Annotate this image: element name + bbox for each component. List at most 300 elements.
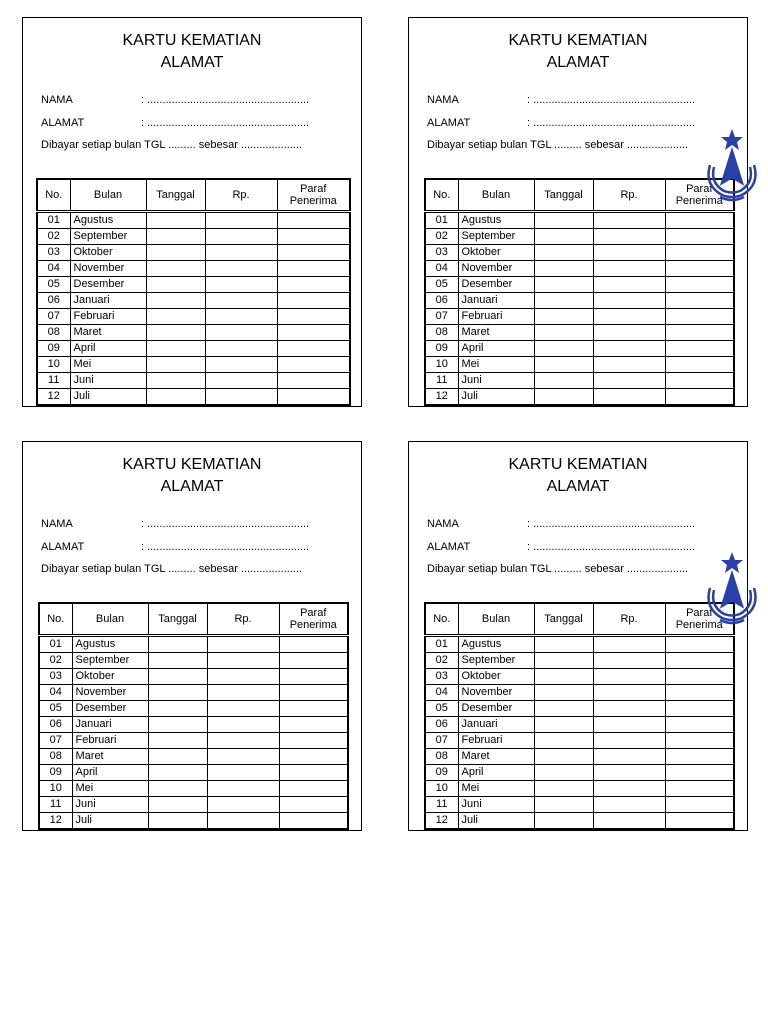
- row-paraf: [277, 341, 350, 357]
- row-tanggal: [148, 685, 207, 701]
- row-paraf: [665, 749, 734, 765]
- row-no: 07: [425, 309, 458, 325]
- alamat-label: ALAMAT: [427, 117, 471, 129]
- row-no: 08: [425, 325, 458, 341]
- row-no: 11: [39, 797, 72, 813]
- row-tanggal: [534, 733, 593, 749]
- row-rp: [207, 717, 279, 733]
- row-paraf: [277, 245, 350, 261]
- row-tanggal: [148, 636, 207, 653]
- row-month: Desember: [70, 277, 146, 293]
- row-no: 10: [39, 781, 72, 797]
- table-row: [425, 325, 734, 341]
- row-rp: [593, 389, 665, 406]
- table-row: [425, 685, 734, 701]
- row-month: Agustus: [458, 212, 534, 229]
- row-tanggal: [534, 389, 593, 406]
- row-rp: [205, 325, 277, 341]
- row-month: Desember: [72, 701, 148, 717]
- table-row: [39, 813, 348, 830]
- row-paraf: [277, 389, 350, 406]
- row-tanggal: [534, 357, 593, 373]
- alamat-field: [41, 117, 309, 129]
- row-paraf: [279, 733, 348, 749]
- row-paraf: [665, 685, 734, 701]
- table-row: [425, 389, 734, 406]
- row-paraf: [277, 229, 350, 245]
- row-rp: [205, 212, 277, 229]
- row-no: 10: [425, 781, 458, 797]
- row-rp: [593, 749, 665, 765]
- nama-field: [41, 94, 309, 106]
- row-no: 09: [425, 341, 458, 357]
- row-rp: [593, 733, 665, 749]
- row-paraf: [279, 685, 348, 701]
- row-paraf: [277, 293, 350, 309]
- row-paraf: [279, 797, 348, 813]
- header-tanggal: Tanggal: [534, 603, 593, 636]
- header-paraf: Paraf Penerima: [277, 179, 350, 212]
- table-row: [37, 229, 350, 245]
- row-paraf: [277, 357, 350, 373]
- row-paraf: [279, 765, 348, 781]
- row-paraf: [665, 212, 734, 229]
- card-title-line2: ALAMAT: [546, 54, 610, 71]
- header-no: No.: [37, 179, 70, 212]
- row-rp: [205, 373, 277, 389]
- row-paraf: [665, 797, 734, 813]
- row-month: Januari: [458, 293, 534, 309]
- row-paraf: [665, 309, 734, 325]
- row-no: 09: [37, 341, 70, 357]
- table-row: [37, 293, 350, 309]
- row-no: 06: [425, 293, 458, 309]
- row-month: November: [458, 685, 534, 701]
- row-month: Januari: [72, 717, 148, 733]
- card-title-line2: ALAMAT: [160, 478, 224, 495]
- header-no: No.: [425, 603, 458, 636]
- row-month: Januari: [70, 293, 146, 309]
- row-tanggal: [148, 733, 207, 749]
- row-tanggal: [148, 653, 207, 669]
- row-tanggal: [534, 765, 593, 781]
- row-tanggal: [146, 277, 205, 293]
- row-no: 09: [425, 765, 458, 781]
- row-month: Desember: [458, 701, 534, 717]
- row-tanggal: [146, 357, 205, 373]
- row-tanggal: [148, 749, 207, 765]
- header-no: No.: [39, 603, 72, 636]
- table-header-row: [37, 179, 350, 212]
- table-row: [425, 341, 734, 357]
- row-rp: [593, 357, 665, 373]
- row-paraf: [665, 653, 734, 669]
- row-month: Februari: [458, 309, 534, 325]
- row-paraf: [665, 701, 734, 717]
- payment-table: [424, 178, 735, 406]
- table-header-row: [425, 603, 734, 636]
- payment-text: Dibayar setiap bulan TGL ......... sebesar ....................: [427, 563, 689, 575]
- row-no: 12: [37, 389, 70, 406]
- alamat-field: [427, 541, 695, 553]
- header-rp: Rp.: [593, 179, 665, 212]
- row-no: 02: [39, 653, 72, 669]
- table-row: [425, 733, 734, 749]
- header-bulan: Bulan: [458, 179, 534, 212]
- nama-field: [427, 518, 695, 530]
- row-month: September: [458, 653, 534, 669]
- table-row: [425, 669, 734, 685]
- row-rp: [205, 245, 277, 261]
- row-no: 12: [425, 813, 458, 830]
- row-paraf: [279, 669, 348, 685]
- row-rp: [207, 669, 279, 685]
- row-rp: [593, 636, 665, 653]
- card-title: [409, 454, 747, 498]
- row-tanggal: [148, 669, 207, 685]
- row-month: April: [72, 765, 148, 781]
- row-no: 03: [39, 669, 72, 685]
- row-tanggal: [534, 701, 593, 717]
- row-no: 10: [37, 357, 70, 373]
- header-paraf: Paraf Penerima: [665, 179, 734, 212]
- header-bulan: Bulan: [70, 179, 146, 212]
- row-month: April: [458, 765, 534, 781]
- row-tanggal: [534, 669, 593, 685]
- row-no: 11: [425, 797, 458, 813]
- row-month: Desember: [458, 277, 534, 293]
- table-row: [37, 341, 350, 357]
- row-paraf: [279, 653, 348, 669]
- row-paraf: [665, 357, 734, 373]
- row-paraf: [665, 813, 734, 830]
- row-paraf: [665, 717, 734, 733]
- row-no: 03: [425, 669, 458, 685]
- card-title: [409, 30, 747, 74]
- row-month: Mei: [458, 357, 534, 373]
- row-paraf: [665, 373, 734, 389]
- row-tanggal: [146, 309, 205, 325]
- row-month: Mei: [70, 357, 146, 373]
- row-rp: [593, 277, 665, 293]
- row-month: Juli: [458, 813, 534, 830]
- table-row: [37, 389, 350, 406]
- row-tanggal: [534, 245, 593, 261]
- row-rp: [207, 685, 279, 701]
- row-rp: [593, 797, 665, 813]
- table-row: [37, 373, 350, 389]
- row-tanggal: [534, 653, 593, 669]
- row-rp: [205, 389, 277, 406]
- row-tanggal: [534, 797, 593, 813]
- row-no: 05: [425, 277, 458, 293]
- row-month: Juni: [458, 797, 534, 813]
- row-paraf: [277, 212, 350, 229]
- header-bulan: Bulan: [458, 603, 534, 636]
- nama-value: : .....................................................: [141, 518, 310, 530]
- row-tanggal: [534, 293, 593, 309]
- row-month: Juli: [70, 389, 146, 406]
- card-title-line2: ALAMAT: [546, 478, 610, 495]
- table-row: [39, 733, 348, 749]
- row-tanggal: [534, 309, 593, 325]
- payment-table: [36, 178, 351, 406]
- row-tanggal: [534, 341, 593, 357]
- row-rp: [207, 797, 279, 813]
- death-card-2: [408, 17, 748, 407]
- table-row: [425, 212, 734, 229]
- row-paraf: [277, 373, 350, 389]
- row-month: Maret: [72, 749, 148, 765]
- row-month: Oktober: [72, 669, 148, 685]
- table-row: [425, 373, 734, 389]
- card-title-line1: KARTU KEMATIAN: [508, 456, 648, 473]
- table-row: [425, 781, 734, 797]
- row-no: 11: [425, 373, 458, 389]
- row-no: 03: [37, 245, 70, 261]
- row-no: 02: [37, 229, 70, 245]
- row-month: Februari: [70, 309, 146, 325]
- row-month: September: [72, 653, 148, 669]
- row-month: Juni: [70, 373, 146, 389]
- alamat-field: [41, 541, 309, 553]
- row-rp: [205, 309, 277, 325]
- row-month: Juli: [458, 389, 534, 406]
- header-no: No.: [425, 179, 458, 212]
- table-row: [37, 261, 350, 277]
- table-row: [425, 636, 734, 653]
- row-tanggal: [534, 229, 593, 245]
- row-rp: [593, 373, 665, 389]
- row-paraf: [279, 636, 348, 653]
- row-tanggal: [146, 261, 205, 277]
- card-title-line1: KARTU KEMATIAN: [508, 32, 648, 49]
- alamat-label: ALAMAT: [427, 541, 471, 553]
- payment-text: Dibayar setiap bulan TGL ......... sebesar ....................: [41, 563, 303, 575]
- card-title-line1: KARTU KEMATIAN: [122, 32, 262, 49]
- header-rp: Rp.: [593, 603, 665, 636]
- row-no: 06: [39, 717, 72, 733]
- row-tanggal: [146, 293, 205, 309]
- row-rp: [593, 669, 665, 685]
- table-row: [425, 653, 734, 669]
- row-no: 09: [39, 765, 72, 781]
- row-rp: [593, 212, 665, 229]
- row-month: September: [70, 229, 146, 245]
- row-rp: [593, 765, 665, 781]
- row-no: 08: [37, 325, 70, 341]
- nama-field: [41, 518, 309, 530]
- row-paraf: [665, 245, 734, 261]
- death-card-3: [22, 441, 362, 831]
- row-no: 08: [39, 749, 72, 765]
- row-paraf: [665, 765, 734, 781]
- row-paraf: [665, 669, 734, 685]
- card-title-line1: KARTU KEMATIAN: [122, 456, 262, 473]
- payment-table: [424, 602, 735, 830]
- row-month: Februari: [458, 733, 534, 749]
- table-row: [425, 293, 734, 309]
- row-no: 03: [425, 245, 458, 261]
- row-no: 04: [39, 685, 72, 701]
- nama-label: NAMA: [41, 94, 73, 106]
- payment-text: Dibayar setiap bulan TGL ......... sebesar ....................: [41, 139, 303, 151]
- row-paraf: [665, 277, 734, 293]
- header-tanggal: Tanggal: [534, 179, 593, 212]
- table-row: [39, 781, 348, 797]
- row-tanggal: [534, 781, 593, 797]
- nama-field: [427, 94, 695, 106]
- row-month: Maret: [70, 325, 146, 341]
- table-row: [37, 357, 350, 373]
- row-rp: [205, 341, 277, 357]
- row-rp: [205, 357, 277, 373]
- row-no: 04: [425, 261, 458, 277]
- row-no: 01: [37, 212, 70, 229]
- table-row: [425, 701, 734, 717]
- row-month: Juni: [458, 373, 534, 389]
- table-header-row: [39, 603, 348, 636]
- table-row: [425, 229, 734, 245]
- row-tanggal: [146, 389, 205, 406]
- table-row: [425, 261, 734, 277]
- row-rp: [205, 229, 277, 245]
- row-paraf: [279, 813, 348, 830]
- row-paraf: [277, 325, 350, 341]
- row-tanggal: [534, 277, 593, 293]
- row-month: Oktober: [458, 245, 534, 261]
- nama-label: NAMA: [427, 94, 459, 106]
- nama-label: NAMA: [41, 518, 73, 530]
- row-tanggal: [534, 636, 593, 653]
- row-rp: [593, 261, 665, 277]
- row-paraf: [277, 261, 350, 277]
- row-rp: [205, 277, 277, 293]
- row-rp: [593, 813, 665, 830]
- row-tanggal: [534, 325, 593, 341]
- row-tanggal: [146, 373, 205, 389]
- row-no: 02: [425, 653, 458, 669]
- row-month: September: [458, 229, 534, 245]
- table-row: [39, 717, 348, 733]
- nama-value: : .....................................................: [527, 518, 696, 530]
- row-paraf: [665, 229, 734, 245]
- row-tanggal: [534, 373, 593, 389]
- row-rp: [207, 701, 279, 717]
- row-no: 12: [425, 389, 458, 406]
- row-tanggal: [148, 813, 207, 830]
- table-row: [425, 277, 734, 293]
- row-no: 07: [39, 733, 72, 749]
- header-bulan: Bulan: [72, 603, 148, 636]
- row-paraf: [665, 341, 734, 357]
- alamat-value: : .....................................................: [141, 541, 310, 553]
- alamat-value: : .....................................................: [527, 541, 696, 553]
- row-rp: [593, 309, 665, 325]
- row-paraf: [665, 261, 734, 277]
- row-tanggal: [534, 212, 593, 229]
- row-rp: [593, 701, 665, 717]
- row-tanggal: [534, 685, 593, 701]
- row-month: Oktober: [458, 669, 534, 685]
- row-rp: [593, 245, 665, 261]
- row-rp: [207, 636, 279, 653]
- row-rp: [207, 781, 279, 797]
- row-paraf: [277, 309, 350, 325]
- card-title: [23, 454, 361, 498]
- header-rp: Rp.: [205, 179, 277, 212]
- death-card-4: [408, 441, 748, 831]
- death-card-1: [22, 17, 362, 407]
- row-paraf: [665, 293, 734, 309]
- table-row: [39, 765, 348, 781]
- row-no: 05: [37, 277, 70, 293]
- row-no: 04: [425, 685, 458, 701]
- row-no: 07: [37, 309, 70, 325]
- row-tanggal: [148, 797, 207, 813]
- row-tanggal: [534, 261, 593, 277]
- row-month: Mei: [458, 781, 534, 797]
- row-month: Juli: [72, 813, 148, 830]
- row-rp: [593, 325, 665, 341]
- row-month: Mei: [72, 781, 148, 797]
- row-tanggal: [148, 765, 207, 781]
- row-month: Januari: [458, 717, 534, 733]
- row-paraf: [665, 325, 734, 341]
- nama-value: : .....................................................: [527, 94, 696, 106]
- row-rp: [593, 653, 665, 669]
- row-paraf: [665, 781, 734, 797]
- table-row: [37, 212, 350, 229]
- row-tanggal: [534, 717, 593, 733]
- alamat-value: : .....................................................: [141, 117, 310, 129]
- table-row: [37, 309, 350, 325]
- emblem-icon: [700, 548, 764, 628]
- row-rp: [593, 229, 665, 245]
- row-tanggal: [146, 212, 205, 229]
- row-rp: [205, 261, 277, 277]
- row-rp: [593, 293, 665, 309]
- table-row: [425, 797, 734, 813]
- alamat-value: : .....................................................: [527, 117, 696, 129]
- row-no: 07: [425, 733, 458, 749]
- table-row: [37, 325, 350, 341]
- nama-value: : .....................................................: [141, 94, 310, 106]
- header-tanggal: Tanggal: [146, 179, 205, 212]
- table-row: [39, 669, 348, 685]
- table-row: [425, 765, 734, 781]
- row-no: 11: [37, 373, 70, 389]
- row-month: Juni: [72, 797, 148, 813]
- table-row: [39, 797, 348, 813]
- row-month: November: [72, 685, 148, 701]
- row-month: Agustus: [458, 636, 534, 653]
- row-paraf: [665, 733, 734, 749]
- card-title: [23, 30, 361, 74]
- row-rp: [207, 765, 279, 781]
- alamat-label: ALAMAT: [41, 541, 85, 553]
- row-tanggal: [534, 813, 593, 830]
- table-row: [39, 636, 348, 653]
- header-tanggal: Tanggal: [148, 603, 207, 636]
- table-header-row: [425, 179, 734, 212]
- table-row: [37, 277, 350, 293]
- row-no: 05: [39, 701, 72, 717]
- row-paraf: [279, 701, 348, 717]
- row-no: 05: [425, 701, 458, 717]
- row-tanggal: [148, 781, 207, 797]
- table-row: [425, 245, 734, 261]
